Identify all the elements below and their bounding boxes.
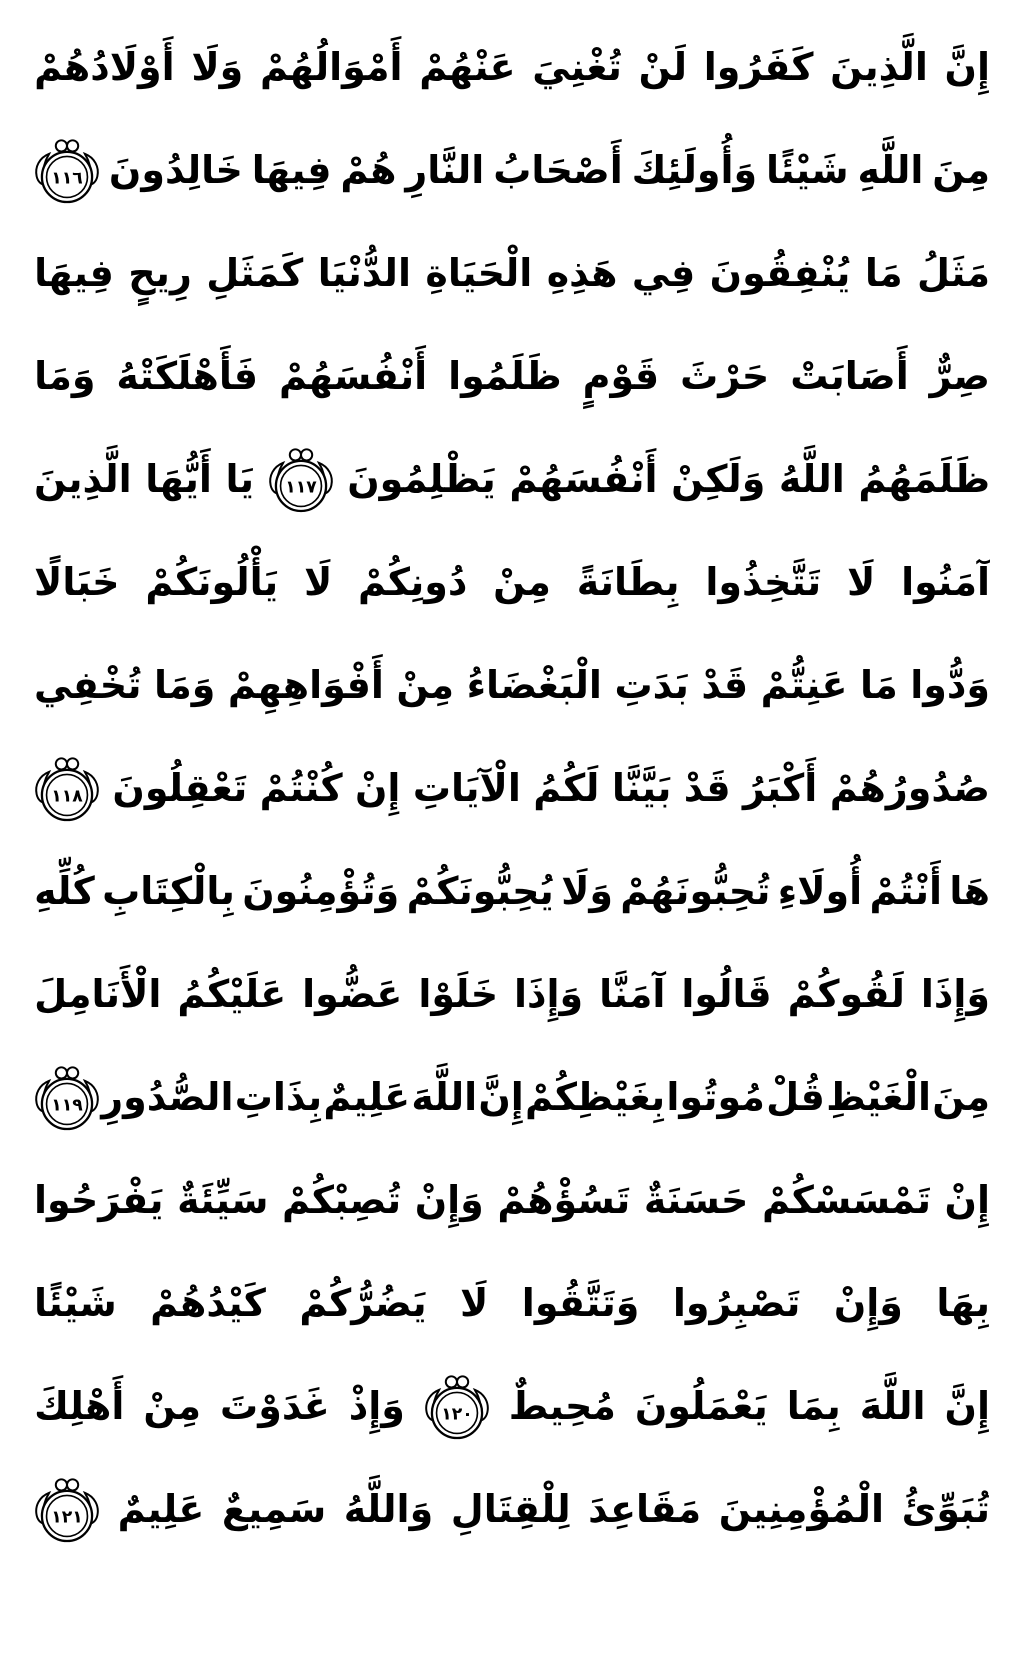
- ayah-word: وَمَا: [34, 354, 96, 398]
- crown-circle: [67, 758, 78, 769]
- ayah-word: وَإِذْ: [348, 1384, 405, 1428]
- ayah-word: عَلَيْكُمُ: [177, 972, 287, 1016]
- ayah-word: يُنْفِقُونَ: [709, 251, 851, 295]
- ayah-word: يَأْلُونَكُمْ: [145, 560, 279, 604]
- ayah-word: قُلْ: [766, 1075, 825, 1119]
- ayah-word: تُحِبُّونَهُمْ: [620, 869, 771, 913]
- ayah-word: أَمْوَالُهُمْ: [259, 45, 403, 89]
- crown-circle: [67, 140, 78, 151]
- ayah-word: أَنْتُمْ: [869, 869, 943, 913]
- ayah-word: تَمْسَسْكُمْ: [762, 1178, 931, 1222]
- ayah-word: الْمُؤْمِنِينَ: [718, 1487, 885, 1531]
- ayah-word: مِنْ: [396, 663, 455, 707]
- ayah-word: هُمْ: [340, 148, 397, 192]
- ayah-word: دُونِكُمْ: [358, 560, 468, 604]
- ayah-word: تَتَّخِذُوا: [705, 560, 822, 604]
- ayah-word: كَيْدُهُمْ: [150, 1281, 266, 1325]
- ayah-word: يَعْمَلُونَ: [634, 1384, 768, 1428]
- ayah-word: الدُّنْيَا: [317, 251, 411, 295]
- ayah-word: الْآيَاتِ: [412, 766, 521, 810]
- mushaf-line: [34, 840, 990, 943]
- ayah-word: كَفَرُوا: [703, 45, 814, 89]
- verse-marker-ornament: [34, 131, 100, 211]
- ayah-word: الْبَغْضَاءُ: [466, 663, 602, 707]
- mushaf-line: [34, 531, 990, 634]
- ayah-word: ظَلَمَهُمُ: [858, 457, 990, 501]
- ayah-word: سَمِيعٌ: [221, 1487, 327, 1531]
- ayah-word: بِمَا: [786, 1384, 841, 1428]
- verse-marker: [34, 749, 100, 829]
- ayah-word: خَلَوْا: [418, 972, 499, 1016]
- ayah-word: مِنَ: [932, 148, 990, 192]
- mushaf-line: [34, 1252, 990, 1355]
- ayah-word: وَإِنْ: [414, 1178, 484, 1222]
- ayah-word: لَقُوكُمْ: [787, 972, 905, 1016]
- ayah-word: مَقَاعِدَ: [588, 1487, 702, 1531]
- ayah-word: أَيُّهَا: [145, 457, 212, 501]
- ayah-word: تُصِبْكُمْ: [282, 1178, 402, 1222]
- ayah-word: أَفْوَاهِهِمْ: [227, 663, 384, 707]
- ayah-word: قَوْمٍ: [582, 354, 660, 398]
- ayah-word: وَلَا: [561, 869, 613, 913]
- ayah-word: وَلَكِنْ: [671, 457, 766, 501]
- crown-circle: [301, 449, 312, 460]
- ayah-word: يَفْرَحُوا: [34, 1178, 164, 1222]
- crown-circle: [289, 449, 300, 460]
- ayah-word: خَالِدُونَ: [108, 148, 243, 192]
- ayah-word: النَّارِ: [405, 148, 485, 192]
- ayah-word: رِيحٍ: [128, 251, 192, 295]
- ayah-word: لَنْ: [638, 45, 688, 89]
- ayah-word: مِنَ: [932, 1075, 990, 1119]
- ayah-word: بِهَا: [936, 1281, 990, 1325]
- crown-circle: [67, 1067, 78, 1078]
- ayah-word: الصُّدُورِ: [101, 1075, 234, 1119]
- ayah-word: إِنْ: [354, 766, 401, 810]
- ayah-word: أَنْفُسَهُمْ: [278, 354, 428, 398]
- ayah-word: فِي: [631, 251, 696, 295]
- ayah-word: يَضُرُّكُمْ: [299, 1281, 427, 1325]
- crown-circle: [56, 1067, 67, 1078]
- ayah-word: كُنْتُمْ: [259, 766, 343, 810]
- crown-circle: [446, 1376, 457, 1387]
- crown-circle: [457, 1376, 468, 1387]
- mushaf-line: [34, 1355, 990, 1458]
- ayah-word: أَصْحَابُ: [493, 148, 623, 192]
- ayah-word: أَصَابَتْ: [790, 354, 909, 398]
- ayah-word: أَكْبَرُ: [743, 766, 818, 810]
- ayah-word: الْغَيْظِ: [826, 1075, 932, 1119]
- ayah-word: كَمَثَلِ: [206, 251, 304, 295]
- ayah-word: وَاللَّهُ: [343, 1487, 434, 1531]
- verse-marker: [34, 1058, 100, 1138]
- ayah-word: يَا: [225, 457, 255, 501]
- ayah-word: قَدْ: [683, 766, 731, 810]
- mushaf-line: [34, 222, 990, 325]
- ayah-word: مُحِيطٌ: [508, 1384, 616, 1428]
- crown-circle: [56, 1479, 67, 1490]
- ayah-word: مِنْ: [493, 560, 551, 604]
- ayah-word: تَصْبِرُوا: [672, 1281, 801, 1325]
- ayah-word: أُولَاءِ: [777, 869, 863, 913]
- ayah-word: آمَنَّا: [599, 972, 666, 1016]
- ayah-word: لِلْقِتَالِ: [450, 1487, 571, 1531]
- ayah-word: إِنْ: [944, 1178, 990, 1222]
- ayah-word: بَدَتِ: [614, 663, 689, 707]
- verse-marker: [34, 131, 100, 211]
- ayah-word: هَا: [949, 869, 990, 913]
- mushaf-line: [34, 16, 990, 119]
- ayah-word: تَسُؤْهُمْ: [497, 1178, 631, 1222]
- verse-marker: [268, 440, 334, 520]
- ayah-word: سَيِّئَةٌ: [177, 1178, 269, 1222]
- verse-marker-ornament: [424, 1367, 490, 1447]
- verse-marker-ornament: [34, 1470, 100, 1550]
- ayah-word: عَنْهُمْ: [419, 45, 516, 89]
- ayah-word: وَدُّوا: [910, 663, 990, 707]
- verse-number: ١٢٠: [441, 1404, 473, 1425]
- ayah-word: قَالُوا: [681, 972, 772, 1016]
- ayah-word: بَيَّنَّا: [611, 766, 672, 810]
- verse-number: ١١٩: [51, 1095, 83, 1116]
- ayah-word: لَا: [846, 560, 876, 604]
- ayah-word: اللَّهِ: [857, 148, 924, 192]
- ayah-word: بِغَيْظِكُمْ: [525, 1075, 666, 1119]
- ayah-word: بِالْكِتَابِ: [102, 869, 235, 913]
- mushaf-line: [34, 943, 990, 1046]
- ayah-word: آمَنُوا: [901, 560, 990, 604]
- ayah-word: فَأَهْلَكَتْهُ: [116, 354, 259, 398]
- verse-number: ١٢١: [51, 1507, 83, 1528]
- ayah-word: أَنْفُسَهُمْ: [509, 457, 658, 501]
- ayah-word: اللَّهَ: [859, 1384, 926, 1428]
- ayah-word: خَبَالًا: [34, 560, 120, 604]
- ayah-word: مُوتُوا: [666, 1075, 765, 1119]
- ayah-word: إِنَّ: [478, 1075, 524, 1119]
- ayah-word: تُخْفِي: [34, 663, 142, 707]
- ayah-word: الَّذِينَ: [34, 457, 132, 501]
- verse-marker: [34, 1470, 100, 1550]
- ayah-word: غَدَوْتَ: [220, 1384, 330, 1428]
- ayah-word: وَإِذَا: [514, 972, 584, 1016]
- ayah-word: لَا: [303, 560, 333, 604]
- crown-circle: [67, 1479, 78, 1490]
- ayah-word: صِرٌّ: [929, 354, 990, 398]
- verse-number: ١١٨: [51, 786, 83, 807]
- ayah-word: لَكُمُ: [533, 766, 600, 810]
- verse-marker-ornament: [34, 1058, 100, 1138]
- crown-circle: [56, 758, 67, 769]
- ayah-word: يُحِبُّونَكُمْ: [406, 869, 554, 913]
- ayah-word: إِنَّ: [944, 1384, 990, 1428]
- ayah-word: قَدْ: [701, 663, 749, 707]
- ayah-word: وَمَا: [153, 663, 216, 707]
- ayah-word: حَسَنَةٌ: [643, 1178, 749, 1222]
- ayah-word: ظَلَمُوا: [448, 354, 562, 398]
- ayah-word: هَذِهِ: [546, 251, 618, 295]
- ayah-word: وَإِذَا: [920, 972, 990, 1016]
- ayah-word: الَّذِينَ: [830, 45, 928, 89]
- ayah-word: وَتُؤْمِنُونَ: [242, 869, 400, 913]
- ayah-word: وَإِنْ: [833, 1281, 903, 1325]
- ayah-word: الْأَنَامِلَ: [34, 972, 162, 1016]
- ayah-word: شَيْئًا: [765, 148, 849, 192]
- verse-number: ١١٧: [284, 477, 317, 498]
- mushaf-line: [34, 325, 990, 428]
- ayah-word: تُغْنِيَ: [532, 45, 622, 89]
- ayah-word: وَتَتَّقُوا: [521, 1281, 640, 1325]
- ayah-word: شَيْئًا: [34, 1281, 117, 1325]
- verse-marker-ornament: [268, 440, 334, 520]
- mushaf-line: [34, 428, 990, 531]
- ayah-word: كُلِّهِ: [34, 869, 95, 913]
- ayah-word: يَظْلِمُونَ: [347, 457, 496, 501]
- ayah-word: الْحَيَاةِ: [425, 251, 533, 295]
- ayah-word: بِذَاتِ: [234, 1075, 323, 1119]
- ayah-word: عَنِتُّمْ: [760, 663, 848, 707]
- ayah-word: مَثَلُ: [917, 251, 990, 295]
- ayah-word: عَلِيمٌ: [323, 1075, 411, 1119]
- ayah-word: اللَّهُ: [778, 457, 845, 501]
- crown-circle: [56, 140, 67, 151]
- ayah-word: أَهْلِكَ: [34, 1384, 125, 1428]
- ayah-word: لَا: [460, 1281, 489, 1325]
- verse-number: ١١٦: [51, 168, 83, 189]
- ayah-word: تُبَوِّئُ: [901, 1487, 990, 1531]
- verse-marker-ornament: [34, 749, 100, 829]
- ayah-word: مِنْ: [143, 1384, 202, 1428]
- ayah-word: إِنَّ: [944, 45, 990, 89]
- ayah-word: حَرْثَ: [680, 354, 770, 398]
- ayah-word: بِطَانَةً: [576, 560, 680, 604]
- ayah-word: وَأُولَئِكَ: [631, 148, 758, 192]
- ayah-word: اللَّهَ: [411, 1075, 478, 1119]
- ayah-word: تَعْقِلُونَ: [112, 766, 248, 810]
- ayah-word: عَضُّوا: [302, 972, 403, 1016]
- ayah-word: مَا: [859, 663, 898, 707]
- ayah-word: فِيهَا: [251, 148, 332, 192]
- mushaf-line: [34, 737, 990, 840]
- ayah-word: مَا: [864, 251, 903, 295]
- mushaf-line: [34, 634, 990, 737]
- ayah-word: وَلَا: [191, 45, 244, 89]
- ayah-word: أَوْلَادُهُمْ: [34, 45, 175, 89]
- ayah-word: فِيهَا: [34, 251, 114, 295]
- mushaf-line: [34, 1149, 990, 1252]
- verse-marker: [424, 1367, 490, 1447]
- mushaf-line: [34, 1046, 990, 1149]
- ayah-word: صُدُورُهُمْ: [829, 766, 990, 810]
- mushaf-line: [34, 119, 990, 222]
- mushaf-line: [34, 1458, 990, 1561]
- ayah-word: عَلِيمٌ: [117, 1487, 205, 1531]
